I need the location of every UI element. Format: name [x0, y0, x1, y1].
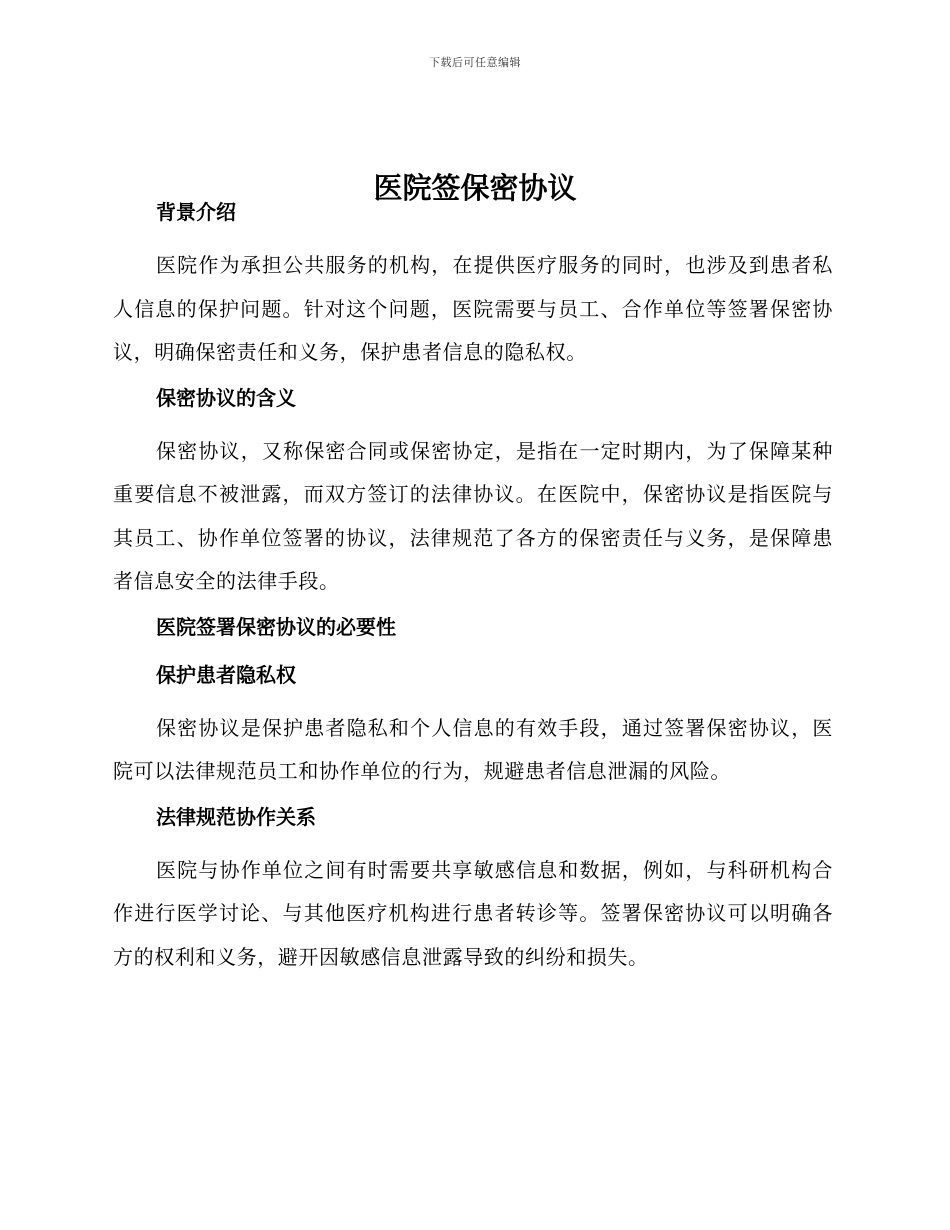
section-heading-background: 背景介绍 [156, 200, 236, 224]
header-note: 下载后可任意编辑 [429, 56, 521, 69]
paragraph-privacy: 保密协议是保护患者隐私和个人信息的有效手段，通过签署保密协议，医院可以法律规范员工和协作单位的行为，规避患者信息泄漏的风险。 [113, 715, 833, 783]
section-heading-necessity: 医院签署保密协议的必要性 [156, 614, 396, 639]
document-body [113, 196, 833, 986]
document-title: 医院签保密协议 [373, 171, 577, 206]
section-heading-privacy: 保护患者隐私权 [156, 662, 296, 687]
paragraph-cooperation: 医院与协作单位之间有时需要共享敏感信息和数据，例如，与科研机构合作进行医学讨论、与其他医疗机构进行患者转诊等。签署保密协议可以明确各方的权利和义务，避开因敏感信息泄露导致的纠纷和损失。 [113, 857, 833, 969]
paragraph-meaning: 保密协议，又称保密合同或保密协定，是指在一定时期内，为了保障某种重要信息不被泄露，而双方签订的法律协议。在医院中，保密协议是指医院与其员工、协作单位签署的协议，法律规范了各方的保密责任与义务，是保障患者信息安全的法律手段。 [113, 438, 833, 593]
section-heading-cooperation: 法律规范协作关系 [156, 804, 316, 829]
paragraph-background: 医院作为承担公共服务的机构，在提供医疗服务的同时，也涉及到患者私人信息的保护问题。针对这个问题，医院需要与员工、合作单位等签署保密协议，明确保密责任和义务，保护患者信息的隐私权。 [113, 253, 833, 364]
section-heading-meaning: 保密协议的含义 [156, 385, 296, 410]
